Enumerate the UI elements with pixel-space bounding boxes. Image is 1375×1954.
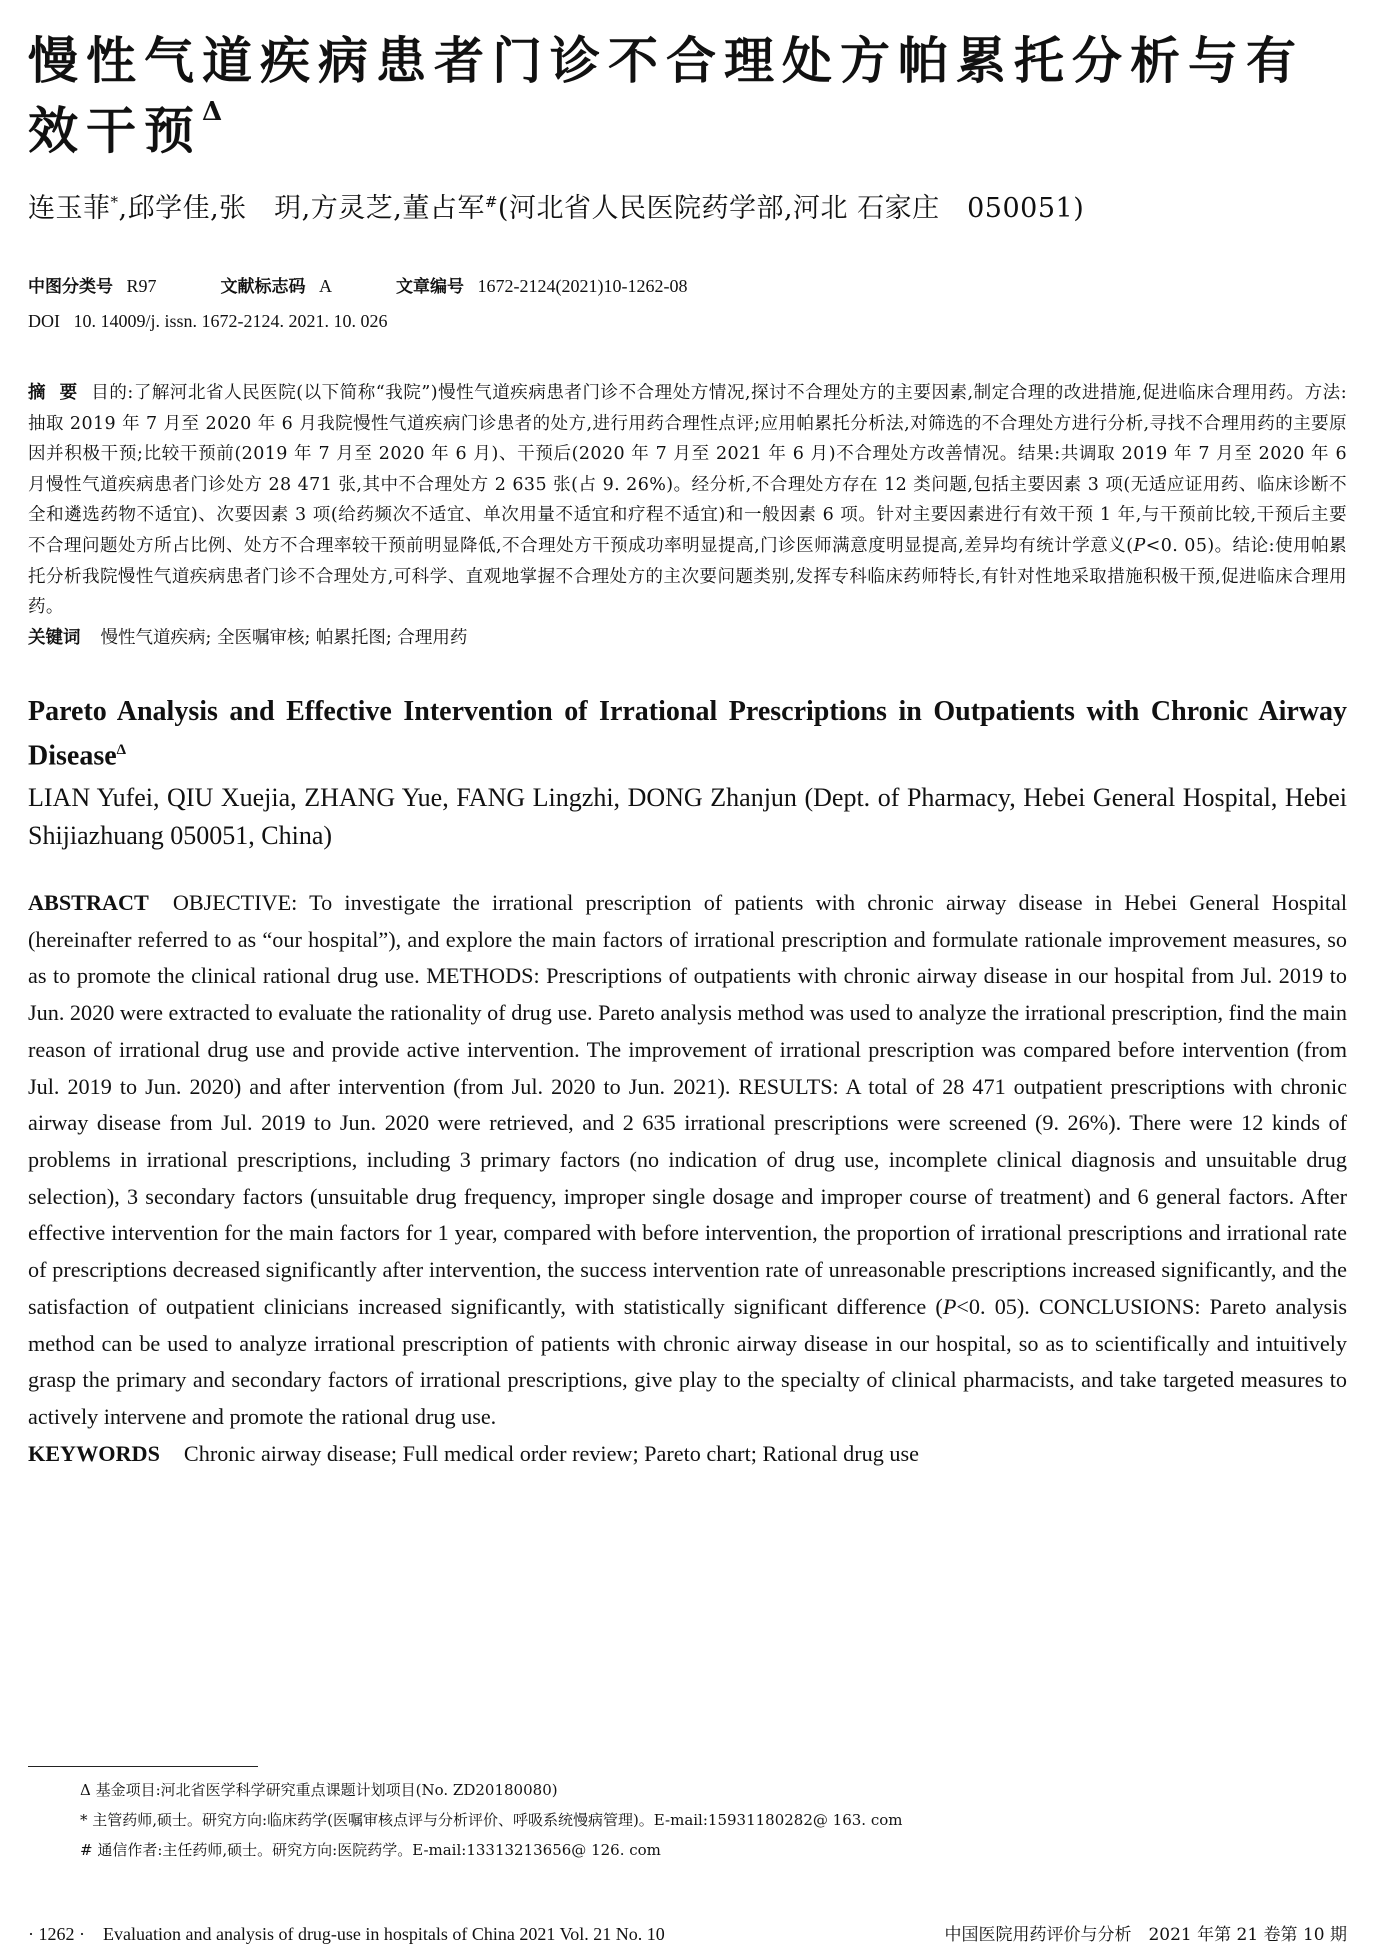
footnote-fund: Δ 基金项目:河北省医学科学研究重点课题计划项目(No. ZD20180080): [80, 1781, 558, 1799]
footnote-divider: [28, 1766, 258, 1767]
chinese-authors: [28, 182, 1347, 229]
chinese-title-fund-mark: Δ: [202, 97, 223, 127]
affiliation: (河北省人民医院药学部,河北 石家庄 050051): [497, 193, 1085, 224]
clc-value: R97: [126, 276, 157, 296]
english-keywords-text: Chronic airway disease; Full medical order review; Pareto chart; Rational drug use: [183, 1440, 919, 1466]
chinese-title-text: 慢性气道疾病患者门诊不合理处方帕累托分析与有效干预: [28, 31, 1304, 160]
article-page: [0, 14, 1375, 1954]
author-1-mark: *: [110, 193, 119, 211]
chinese-abstract-text-2: <0. 05)。结论:使用帕累托分析我院慢性气道疾病患者门诊不合理处方,可科学、直观地掌握不合理处方的主次要问题类别,发挥专科临床药师特长,有针对性地采取措施积极干预,促进临床合理用药。: [28, 535, 1347, 618]
chinese-abstract-label: 摘要: [28, 383, 92, 403]
classification-row: [28, 269, 1347, 304]
authors-rest: ,邱学佳,张 玥,方灵芝,董占军: [118, 193, 485, 224]
footnotes: [28, 1766, 1347, 1865]
english-abstract-text-1: OBJECTIVE: To investigate the irrational prescription of patients with chronic airway disease in Hebei General Hospital (hereinafter referred to as “our hospital”), and explore the main factors of irrational prescription and formulate rationale improvement measures, so as to promote the clinical rational drug use. METHODS: Prescriptions of outpatients with chronic airway disease in our hospital from Jul. 2019 to Jun. 2020 were extracted to evaluate the rationality of drug use. Pareto analysis method was used to analyze the irrational prescription, find the main reason of irrational drug use and provide active intervention. The improvement of irrational prescription was compared before intervention (from Jul. 2019 to Jun. 2020) and after intervention (from Jul. 2020 to Jun. 2021). RESULTS: A total of 28 471 outpatient prescriptions with chronic airway disease from Jul. 2019 to Jun. 2020 were retrieved, and 2 635 irrational prescriptions were screened (9. 26%). There were 12 kinds of problems in irrational prescriptions, including 3 primary factors (no indication of drug use, incomplete clinical diagnosis and unsuitable drug selection), 3 secondary factors (unsuitable drug frequency, improper single dosage and improper course of treatment) and 6 general factors. After effective intervention for the main factors for 1 year, compared with before intervention, the proportion of irrational prescriptions and irrational rate of prescriptions decreased significantly after intervention, the success intervention rate of unreasonable prescriptions increased significantly, and the satisfaction of outpatient clinicians increased significantly, with statistically significant difference (: [28, 890, 1347, 1319]
article-metadata: [28, 269, 1347, 338]
clc-label: 中图分类号: [28, 277, 113, 297]
chinese-abstract: [28, 378, 1347, 623]
page-footer: [28, 1920, 1347, 1946]
english-title: [28, 693, 1347, 775]
doi-link[interactable]: 10. 14009/j. issn. 1672-2124. 2021. 10. 026: [73, 311, 388, 331]
english-title-fund-mark: Δ: [116, 741, 127, 758]
english-abstract: [28, 885, 1347, 1436]
chinese-title: [28, 14, 1347, 166]
footnote-corresponding: # 通信作者:主任药师,硕士。研究方向:医院药学。E-mail:13313213656@ 126. com: [80, 1841, 661, 1859]
corresponding-mark: #: [484, 193, 498, 211]
page-footer-left: · 1262 · Evaluation and analysis of drug-use in hospitals of China 2021 Vol. 21 No. 10: [28, 1924, 665, 1944]
author-1: 连玉菲: [28, 193, 111, 224]
doi-row: [28, 304, 1347, 338]
chinese-abstract-text-1: 目的:了解河北省人民医院(以下简称“我院”)慢性气道疾病患者门诊不合理处方情况,探讨不合理处方的主要因素,制定合理的改进措施,促进临床合理用药。方法:抽取 2019 年 7 月至 2020 年 6 月我院慢性气道疾病门诊患者的处方,进行用药合理性点评;应用帕累托分析法,对筛选的不合理处方进行分析,寻找不合理用药的主要原因并积极干预;比较干预前(2019 年 7 月至 2020 年 6 月)、干预后(2020 年 7 月至 2021 年 6 月)不合理处方改善情况。结果:共调取 2019 年 7 月至 2020 年 6 月慢性气道疾病患者门诊处方 28 471 张,其中不合理处方 2 635 张(占 9. 26%)。经分析,不合理处方存在 12 类问题,包括主要因素 3 项(无适应证用药、临床诊断不全和遴选药物不适宜)、次要因素 3 项(给药频次不适宜、单次用量不适宜和疗程不适宜)和一般因素 6 项。针对主要因素进行有效干预 1 年,与干预前比较,干预后主要不合理问题处方所占比例、处方不合理率较干预前明显降低,不合理处方干预成功率明显提高,门诊医师满意度明显提高,差异均有统计学意义(: [28, 383, 1347, 556]
chinese-keywords: [28, 623, 1347, 653]
english-abstract-label: ABSTRACT: [28, 890, 149, 916]
article-number-value: 1672-2124(2021)10-1262-08: [477, 276, 688, 296]
english-keywords-label: KEYWORDS: [28, 1440, 160, 1466]
page-footer-right: 中国医院用药评价与分析 2021 年第 21 卷第 10 期: [944, 1925, 1347, 1945]
english-title-text: Pareto Analysis and Effective Intervention of Irrational Prescriptions in Outpatients with Chronic Airway Disease: [28, 695, 1347, 772]
english-abstract-text-2: <0. 05). CONCLUSIONS: Pareto analysis method can be used to analyze irrational prescription of patients with chronic airway disease in our hospital, so as to scientifically and intuitively grasp the primary and secondary factors of irrational prescriptions, give play to the specialty of clinical pharmacists, and take targeted measures to actively intervene and promote the rational drug use.: [28, 1293, 1347, 1429]
chinese-keywords-label: 关键词: [28, 627, 81, 648]
p-value-symbol-en: P: [942, 1293, 957, 1319]
doi-label: DOI: [28, 311, 60, 331]
footnote-author: * 主管药师,硕士。研究方向:临床药学(医嘱审核点评与分析评价、呼吸系统慢病管理)。E-mail:15931180282@ 163. com: [80, 1811, 903, 1829]
doc-code-label: 文献标志码: [220, 277, 306, 297]
chinese-keywords-text: 慢性气道疾病; 全医嘱审核; 帕累托图; 合理用药: [100, 627, 468, 648]
article-number-label: 文章编号: [396, 277, 465, 297]
english-authors: LIAN Yufei, QIU Xuejia, ZHANG Yue, FANG Lingzhi, DONG Zhanjun (Dept. of Pharmacy, Hebei General Hospital, Hebei Shijiazhuang 050051, China): [28, 783, 1347, 851]
english-keywords: [28, 1436, 1347, 1472]
doc-code-value: A: [319, 276, 333, 296]
p-value-symbol: P: [1133, 535, 1146, 556]
